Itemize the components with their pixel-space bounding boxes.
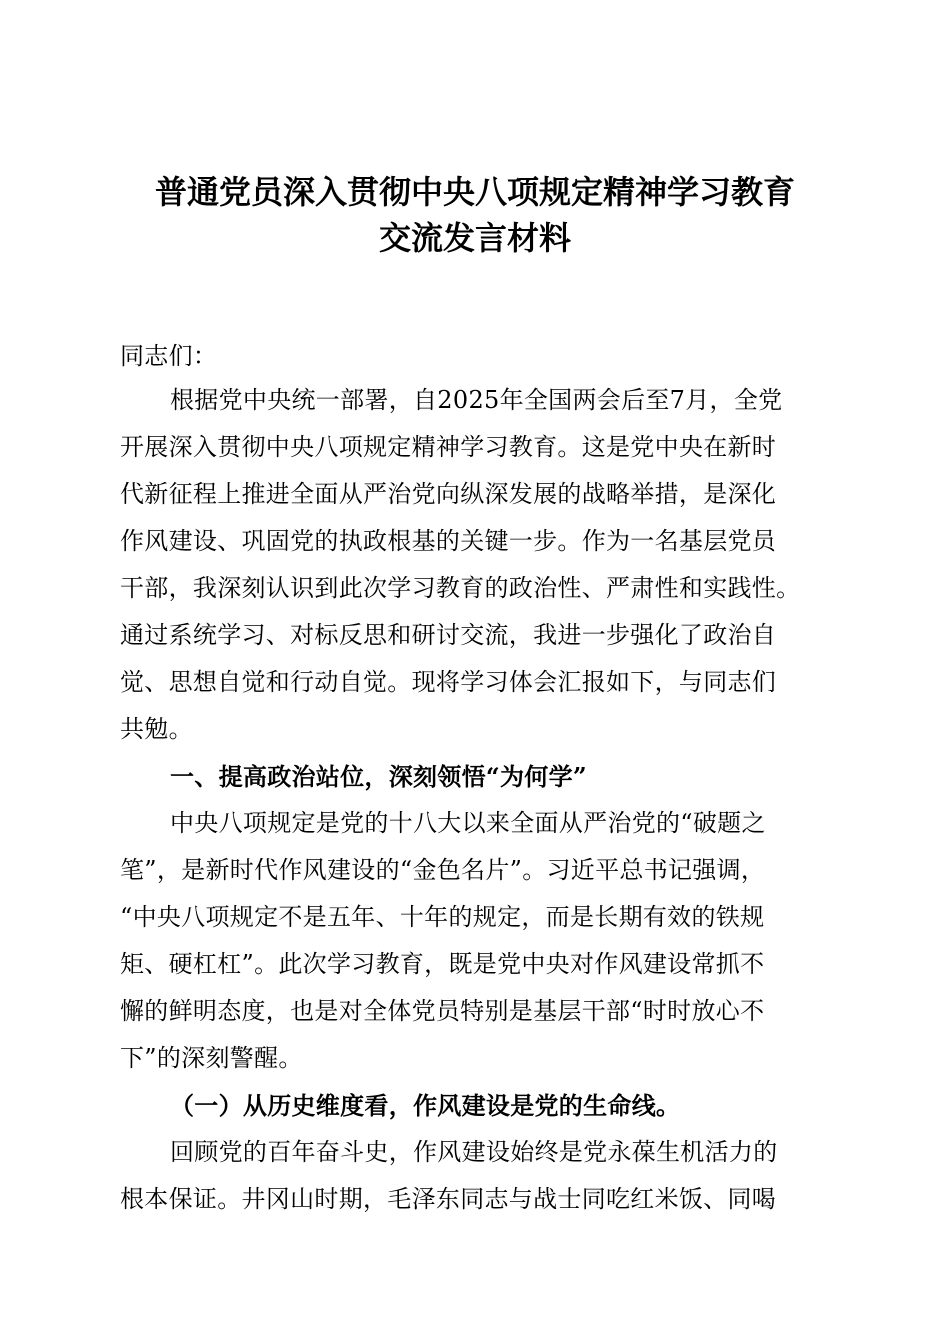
subsection1-line: 回顾党的百年奋斗史，作风建设始终是党永葆生机活力的 <box>170 1138 778 1166</box>
intro-line: 作风建设、巩固党的执政根基的关键一步。作为一名基层党员 <box>120 527 777 555</box>
intro-line: 干部，我深刻认识到此次学习教育的政治性、严肃性和实践性。 <box>120 574 801 602</box>
section1-line: 懈的鲜明态度，也是对全体党员特别是基层干部“时时放心不 <box>120 997 765 1025</box>
intro-line: 通过系统学习、对标反思和研讨交流，我进一步强化了政治自 <box>120 621 777 649</box>
document-title-line-1: 普通党员深入贯彻中央八项规定精神学习教育 <box>154 173 795 211</box>
section1-line: “中央八项规定不是五年、十年的规定，而是长期有效的铁规 <box>120 903 765 931</box>
intro-line: 代新征程上推进全面从严治党向纵深发展的战略举措，是深化 <box>120 480 777 508</box>
intro-line: 根据党中央统一部署，自2025年全国两会后至7月，全党 <box>170 386 783 414</box>
subsection1-line: 根本保证。井冈山时期，毛泽东同志与战士同吃红米饭、同喝 <box>120 1185 777 1213</box>
intro-line: 觉、思想自觉和行动自觉。现将学习体会汇报如下，与同志们 <box>120 668 777 696</box>
section-heading-1: 一、提高政治站位，深刻领悟“为何学” <box>170 762 588 791</box>
subsection-heading-1: （一）从历史维度看，作风建设是党的生命线。 <box>170 1091 681 1120</box>
section1-line: 笔”，是新时代作风建设的“金色名片”。习近平总书记强调， <box>120 856 766 884</box>
document-title-line-2: 交流发言材料 <box>378 219 571 257</box>
section1-line: 下”的深刻警醒。 <box>120 1044 303 1072</box>
intro-line: 共勉。 <box>120 715 193 743</box>
section1-line: 矩、硬杠杠”。此次学习教育，既是党中央对作风建设常抓不 <box>120 950 765 978</box>
intro-line: 开展深入贯彻中央八项规定精神学习教育。这是党中央在新时 <box>120 433 777 461</box>
section1-line: 中央八项规定是党的十八大以来全面从严治党的“破题之 <box>170 809 766 837</box>
salutation: 同志们： <box>120 342 218 370</box>
